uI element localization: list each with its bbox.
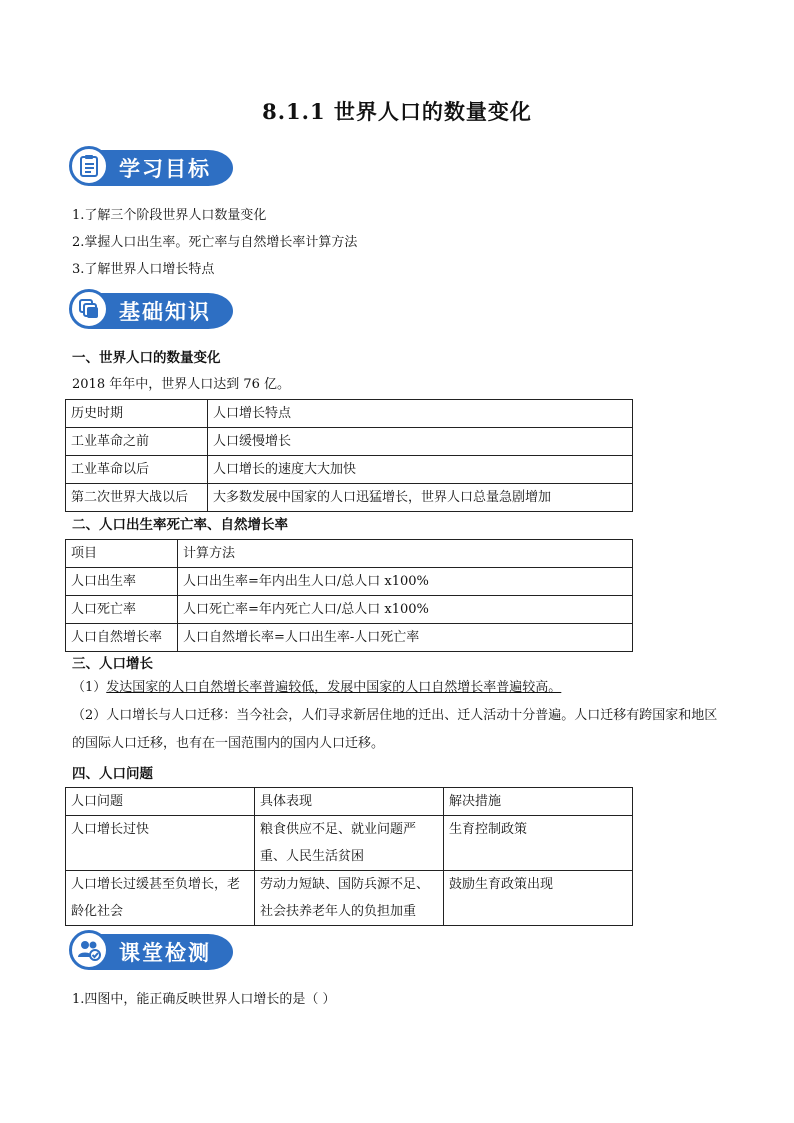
table-cell: 计算方法 (178, 540, 633, 568)
table-row (66, 871, 633, 926)
table-row (66, 788, 633, 816)
table-cell: 第二次世界大战以后 (66, 484, 208, 512)
page-title: 8.1.1 世界人口的数量变化 (262, 99, 532, 124)
table-cell: 人口缓慢增长 (208, 428, 633, 456)
section-intro: 2018 年年中，世界人口达到 76 亿。 (72, 377, 291, 392)
people-check-icon (69, 930, 109, 970)
table-cell: 工业革命之前 (66, 428, 208, 456)
banner-basic-knowledge (77, 289, 233, 333)
section-heading: 三、人口增长 (72, 656, 153, 672)
table-cell: 人口出生率=年内出生人口/总人口 x100% (178, 568, 633, 596)
table-row (66, 484, 633, 512)
banner-label: 课堂检测 (119, 941, 211, 965)
table-cell: 人口死亡率 (66, 596, 178, 624)
table-cell: 劳动力短缺、国防兵源不足、社会扶养老年人的负担加重 (255, 871, 444, 926)
table-cell: 具体表现 (255, 788, 444, 816)
table-row (66, 816, 633, 871)
table-cell: 生育控制政策 (444, 816, 633, 871)
table-cell: 人口增长过缓甚至负增长，老龄化社会 (66, 871, 255, 926)
banner-label: 基础知识 (119, 300, 211, 324)
table-row (66, 400, 633, 428)
section-heading: 四、人口问题 (72, 766, 153, 782)
population-problems-table (65, 787, 633, 926)
table-cell: 人口问题 (66, 788, 255, 816)
paragraph-prefix: （1） (72, 680, 107, 695)
history-table (65, 399, 633, 512)
goal-item: 1.了解三个阶段世界人口数量变化 (72, 208, 267, 223)
table-cell: 人口增长的速度大大加快 (208, 456, 633, 484)
table-row (66, 624, 633, 652)
table-row (66, 428, 633, 456)
section-heading: 二、人口出生率死亡率、自然增长率 (72, 517, 288, 533)
table-row (66, 540, 633, 568)
goal-item: 3.了解世界人口增长特点 (72, 262, 215, 277)
banner-shape (77, 293, 233, 329)
growth-paragraph-1 (72, 674, 726, 702)
banner-label: 学习目标 (119, 157, 211, 181)
growth-paragraph-2: （2）人口增长与人口迁移：当今社会，人们寻求新居住地的迁出、迁人活动十分普遍。人口迁移有跨国家和地区的国际人口迁移，也有在一国范围内的国内人口迁移。 (72, 708, 718, 751)
table-cell: 人口增长特点 (208, 400, 633, 428)
table-cell: 人口自然增长率 (66, 624, 178, 652)
table-cell: 人口出生率 (66, 568, 178, 596)
banner-classroom-check (77, 930, 233, 974)
stacked-cards-icon (69, 289, 109, 329)
table-cell: 解决措施 (444, 788, 633, 816)
section-heading: 一、世界人口的数量变化 (72, 350, 221, 366)
rates-table (65, 539, 633, 652)
table-cell: 大多数发展中国家的人口迅猛增长，世界人口总量急剧增加 (208, 484, 633, 512)
table-row (66, 456, 633, 484)
banner-shape (77, 150, 233, 186)
table-row (66, 568, 633, 596)
table-cell: 人口死亡率=年内死亡人口/总人口 x100% (178, 596, 633, 624)
underlined-text: 发达国家的人口自然增长率普遍较低，发展中国家的人口自然增长率普遍较高。 (106, 680, 562, 695)
goal-item: 2.掌握人口出生率。死亡率与自然增长率计算方法 (72, 235, 358, 250)
table-row (66, 596, 633, 624)
banner-learning-goals (77, 146, 233, 190)
table-cell: 项目 (66, 540, 178, 568)
table-cell: 鼓励生育政策出现 (444, 871, 633, 926)
table-cell: 历史时期 (66, 400, 208, 428)
banner-shape (77, 934, 233, 970)
table-cell: 工业革命以后 (66, 456, 208, 484)
question-1: 1.四图中，能正确反映世界人口增长的是（ ） (72, 992, 336, 1007)
table-cell: 人口自然增长率=人口出生率-人口死亡率 (178, 624, 633, 652)
clipboard-list-icon (69, 146, 109, 186)
table-cell: 粮食供应不足、就业问题严重、人民生活贫困 (255, 816, 444, 871)
table-cell: 人口增长过快 (66, 816, 255, 871)
